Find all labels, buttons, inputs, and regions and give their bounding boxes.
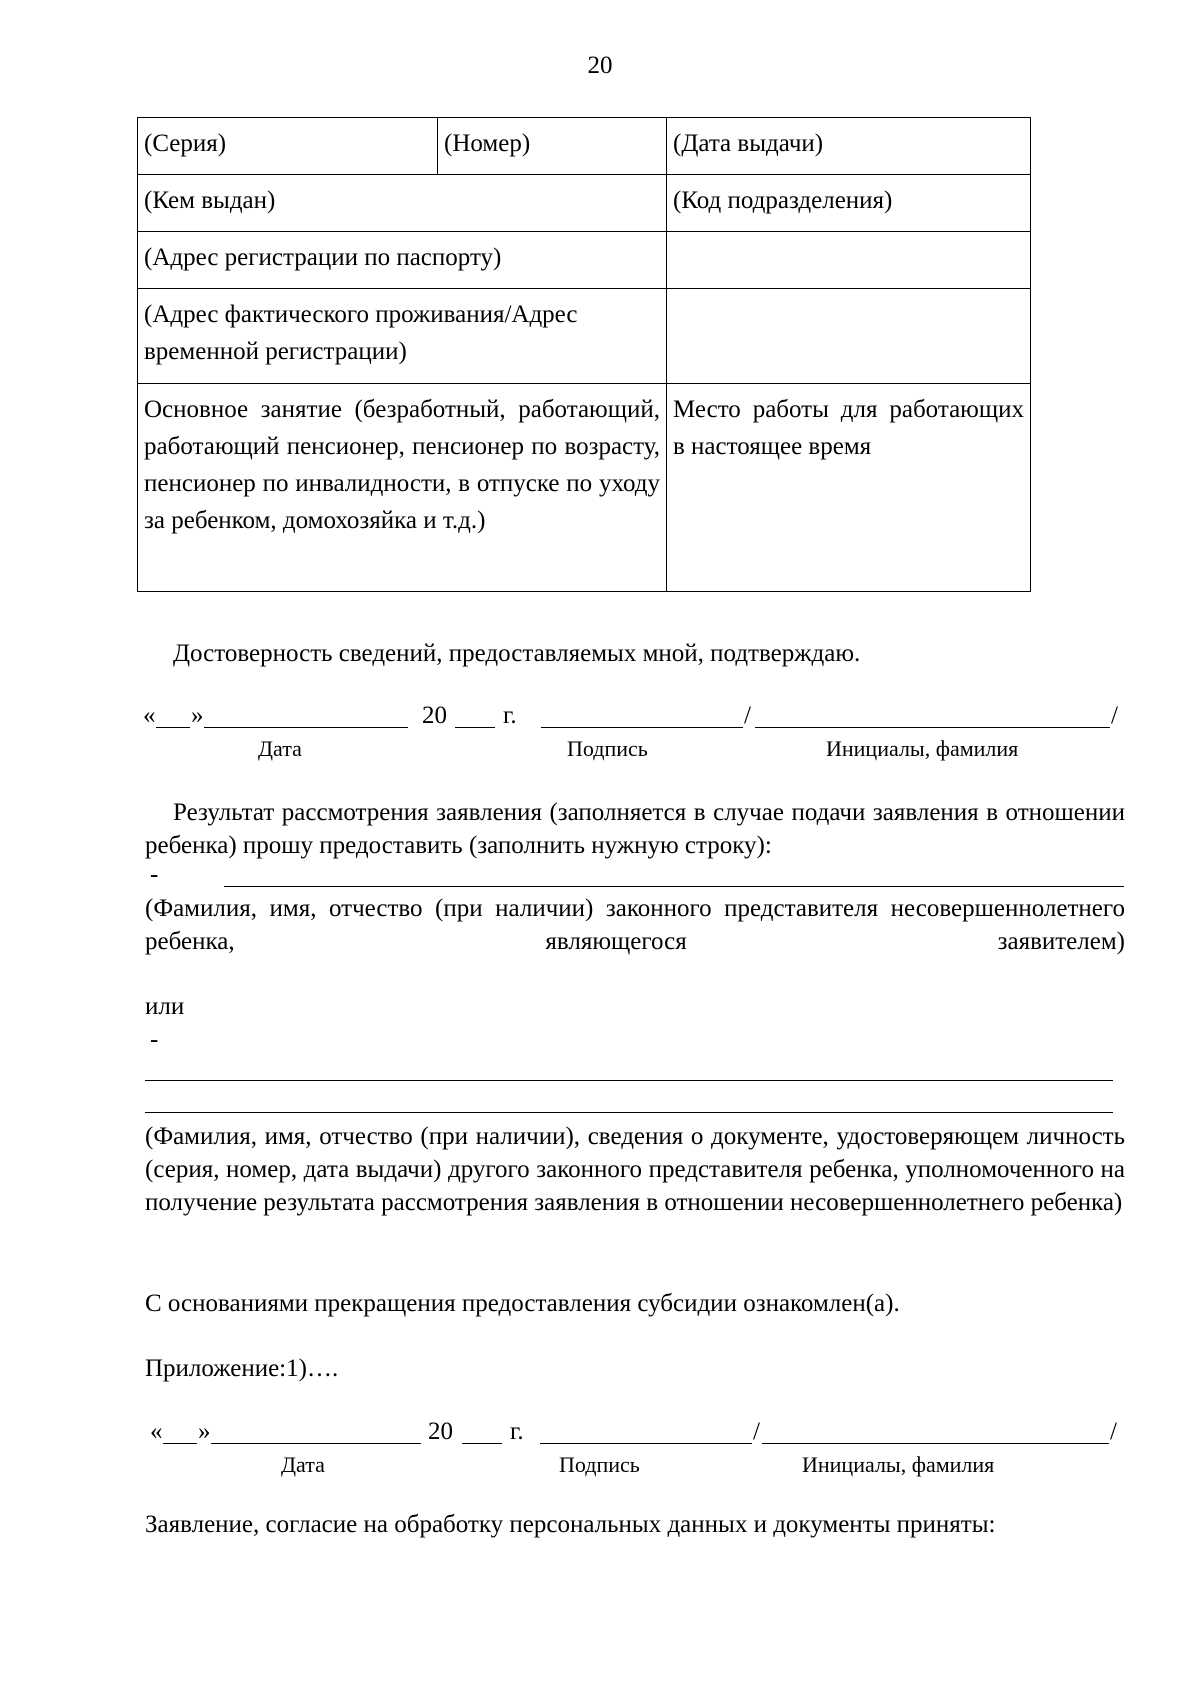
- slash: /: [744, 702, 751, 729]
- quote-open: «: [143, 702, 156, 729]
- signature-line-1: [143, 702, 1123, 736]
- day-blank[interactable]: [163, 1423, 197, 1444]
- table-row: [138, 118, 1031, 175]
- quote-open: «: [150, 1418, 163, 1445]
- year-prefix: 20: [428, 1418, 453, 1445]
- option2-blank-1[interactable]: [145, 1080, 1113, 1081]
- result-text: Результат рассмотрения заявления (заполняется в случае подачи заявления в отношении ребенка) прошу предоставить (заполнить нужную строку):: [145, 799, 1125, 859]
- name-blank[interactable]: [755, 707, 1110, 728]
- division-code-cell[interactable]: (Код подразделения): [667, 175, 1031, 232]
- table-row: [138, 384, 1031, 592]
- signature-line-2: [150, 1418, 1125, 1452]
- quote-close: »: [191, 702, 204, 729]
- name-blank[interactable]: [762, 1423, 1109, 1444]
- main-occupation-cell: Основное занятие (безработный, работающий, работающий пенсионер, пенсионер по возрасту, пенсионер по инвалидности, в отпуске по уходу за ребенком, домохозяйка и т.д.): [138, 384, 667, 592]
- signature-blank[interactable]: [540, 1423, 752, 1444]
- grounds-text: С основаниями прекращения предоставления субсидии ознакомлен(а).: [145, 1290, 900, 1317]
- table-row: [138, 175, 1031, 232]
- year-blank[interactable]: [462, 1423, 502, 1444]
- signature-blank[interactable]: [541, 707, 743, 728]
- confirmation-text: Достоверность сведений, предоставляемых мной, подтверждаю.: [173, 640, 861, 667]
- issue-date-cell[interactable]: (Дата выдачи): [667, 118, 1031, 175]
- year-prefix: 20: [422, 702, 447, 729]
- date-label: Дата: [281, 1452, 325, 1477]
- slash: /: [1110, 1418, 1117, 1445]
- registration-address-cell: (Адрес регистрации по паспорту): [138, 232, 667, 289]
- series-cell[interactable]: (Серия): [138, 118, 438, 175]
- month-blank[interactable]: [211, 1423, 421, 1444]
- name-label: Инициалы, фамилия: [826, 736, 1019, 761]
- actual-address-value[interactable]: [667, 289, 1031, 384]
- attachment-text: Приложение:1)….: [145, 1355, 339, 1382]
- slash: /: [753, 1418, 760, 1445]
- issued-by-cell[interactable]: (Кем выдан): [138, 175, 667, 232]
- quote-close: »: [198, 1418, 211, 1445]
- option2-caption: (Фамилия, имя, отчество (при наличии), сведения о документе, удостоверяющем личность (серия, номер, дата выдачи) другого законного представителя ребенка, уполномоченного на получение результата рассмотрения заявления в отношении несовершеннолетнего ребенка): [145, 1123, 1125, 1216]
- dash-marker: -: [150, 861, 159, 888]
- year-blank[interactable]: [455, 707, 495, 728]
- page-number: 20: [587, 52, 613, 79]
- slash: /: [1111, 702, 1118, 729]
- month-blank[interactable]: [204, 707, 408, 728]
- day-blank[interactable]: [156, 707, 190, 728]
- or-text: или: [145, 993, 185, 1020]
- year-suffix: г.: [510, 1418, 524, 1445]
- dash-marker: -: [150, 1026, 159, 1053]
- workplace-cell: Место работы для работающих в настоящее время: [667, 384, 1031, 592]
- option2-blank-2[interactable]: [145, 1112, 1113, 1113]
- date-label: Дата: [258, 736, 302, 761]
- number-cell[interactable]: (Номер): [438, 118, 667, 175]
- actual-address-cell: (Адрес фактического проживания/Адрес временной регистрации): [138, 289, 667, 384]
- option1-blank[interactable]: [224, 886, 1124, 887]
- registration-address-value[interactable]: [667, 232, 1031, 289]
- name-label: Инициалы, фамилия: [802, 1452, 995, 1477]
- accepted-text: Заявление, согласие на обработку персональных данных и документы приняты:: [145, 1511, 996, 1538]
- signature-label: Подпись: [567, 736, 648, 761]
- signature-label: Подпись: [559, 1452, 640, 1477]
- table-row: [138, 232, 1031, 289]
- table-row: [138, 289, 1031, 384]
- year-suffix: г.: [503, 702, 517, 729]
- passport-table: [137, 117, 1031, 592]
- option1-caption: (Фамилия, имя, отчество (при наличии) законного представителя несовершеннолетнего ребенка, являющегося заявителем): [145, 895, 1125, 955]
